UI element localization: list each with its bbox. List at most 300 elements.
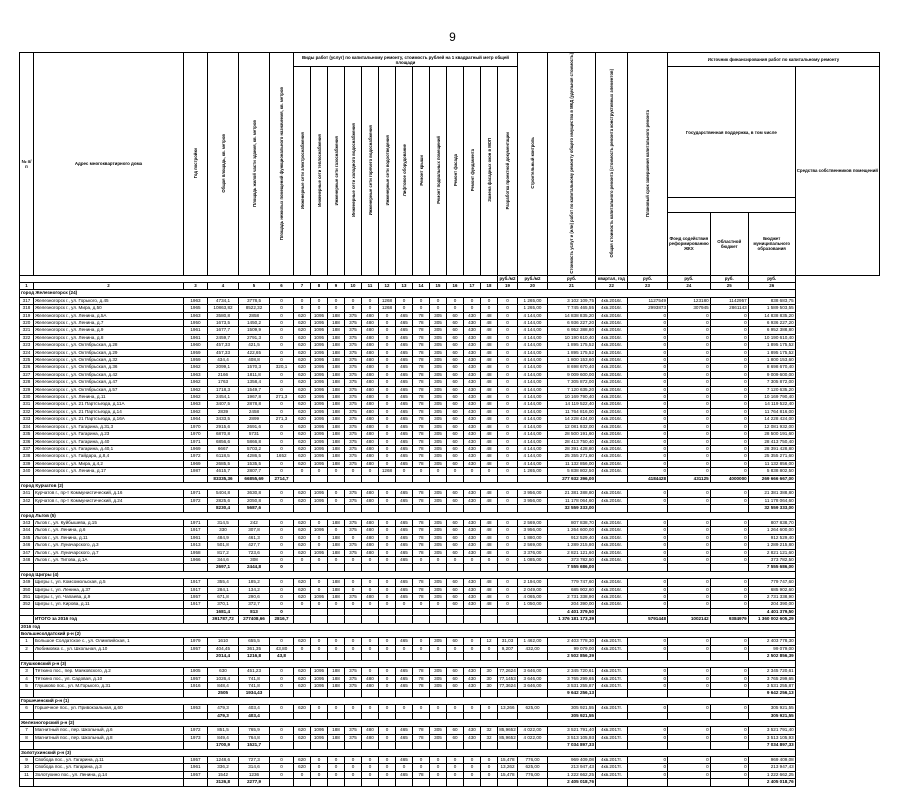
table-cell: 305 xyxy=(430,334,447,341)
table-cell: 0 xyxy=(311,764,328,771)
table-cell: 430 xyxy=(464,320,481,327)
table-cell: Магнитный пос., пер. Школьный, д.8 xyxy=(34,734,184,741)
table-cell: Железногорск г., ул. Ленина, д.17 xyxy=(34,468,184,475)
table-cell xyxy=(518,742,548,749)
table-cell: 0 xyxy=(668,408,711,415)
table-cell: 305 xyxy=(430,734,447,741)
unit-22: квартал, год xyxy=(596,275,628,282)
table-cell: 0 xyxy=(270,534,294,541)
table-cell: 1450,2 xyxy=(239,320,270,327)
table-cell: 10 xyxy=(20,764,34,771)
table-cell: 305 xyxy=(430,431,447,438)
table-row xyxy=(20,497,880,504)
table-cell: 4 144,00 xyxy=(518,416,548,423)
table-cell: 620 xyxy=(294,386,311,393)
table-cell: 78 xyxy=(413,327,430,334)
table-cell: 305 xyxy=(430,453,447,460)
table-cell: 305 xyxy=(430,364,447,371)
table-cell: 375 xyxy=(345,490,362,497)
table-cell: 0 xyxy=(710,490,748,497)
table-cell: 465 xyxy=(396,445,413,452)
table-cell: 30 xyxy=(481,668,498,675)
column-number: 19 xyxy=(498,282,518,289)
table-cell: 620 xyxy=(294,638,311,645)
table-cell: 0 xyxy=(628,453,668,460)
table-cell: 10 190 610,40 xyxy=(748,334,795,341)
table-cell: 60 xyxy=(447,431,464,438)
table-cell: 0 xyxy=(379,579,396,586)
table-cell xyxy=(447,779,464,786)
table-cell: 1905 xyxy=(184,668,208,675)
table-cell: 1973 xyxy=(184,734,208,741)
table-cell: 2458 xyxy=(239,408,270,415)
table-cell: 779 747,60 xyxy=(748,579,795,586)
table-cell: 465 xyxy=(396,527,413,534)
table-cell: 28 413 750,40 xyxy=(548,438,596,445)
table-cell: 14 228 424,00 xyxy=(748,416,795,423)
table-cell: 2858 xyxy=(239,312,270,319)
table-cell: 0 xyxy=(498,327,518,334)
table-cell: 48 xyxy=(481,342,498,349)
table-cell: 48 xyxy=(481,334,498,341)
group-label: Глушковский р-н (3) xyxy=(20,660,796,667)
table-cell: 60 xyxy=(447,408,464,415)
table-cell: 671,8 xyxy=(208,594,239,601)
table-cell: 0 xyxy=(710,527,748,534)
table-cell: 0 xyxy=(481,756,498,763)
table-cell: 305 xyxy=(430,379,447,386)
table-cell: 1962 xyxy=(184,408,208,415)
table-cell: 60 xyxy=(447,519,464,526)
table-cell: 0 xyxy=(668,734,711,741)
table-cell: 0 xyxy=(710,364,748,371)
table-cell: 0 xyxy=(464,645,481,652)
table-cell: 0 xyxy=(379,438,396,445)
table-cell: 78 xyxy=(413,423,430,430)
table-cell: 0 xyxy=(628,394,668,401)
table-cell: 3 646,00 xyxy=(518,682,548,689)
table-cell xyxy=(311,742,328,749)
table-cell: 1095 xyxy=(311,734,328,741)
table-cell: 5404,8 xyxy=(208,490,239,497)
table-cell xyxy=(498,742,518,749)
table-cell: 3 646,00 xyxy=(518,668,548,675)
table-cell xyxy=(464,779,481,786)
table-cell: 78 xyxy=(413,371,430,378)
table-cell: 4 144,00 xyxy=(518,334,548,341)
table-cell: 25 355 271,60 xyxy=(748,453,795,460)
table-cell: 271,3 xyxy=(270,416,294,423)
group-row xyxy=(20,660,880,667)
table-cell: 1964 xyxy=(184,416,208,423)
table-cell xyxy=(498,690,518,697)
table-cell: 4286,5 xyxy=(239,453,270,460)
table-cell: 0 xyxy=(270,734,294,741)
table-cell: 1971 xyxy=(184,490,208,497)
table-cell: 6 952 388,80 xyxy=(748,327,795,334)
table-cell: 434,4 xyxy=(208,357,239,364)
table-cell xyxy=(413,505,430,512)
table-cell: 1095 xyxy=(311,527,328,534)
column-number: 25 xyxy=(710,282,748,289)
table-cell xyxy=(20,690,34,697)
table-cell xyxy=(413,690,430,697)
table-cell: 21 381 388,80 xyxy=(748,490,795,497)
table-cell: 375 xyxy=(345,320,362,327)
table-cell: 0 xyxy=(668,438,711,445)
table-cell: 15,478 xyxy=(498,771,518,778)
table-cell: 32 559 333,00 xyxy=(548,505,596,512)
table-cell: 620 xyxy=(294,497,311,504)
table-cell: 2 821 121,60 xyxy=(748,549,795,556)
table-cell xyxy=(498,616,518,623)
table-cell: 188 xyxy=(328,408,345,415)
table-cell: 375 xyxy=(345,394,362,401)
table-cell xyxy=(481,475,498,482)
table-cell: 5731 xyxy=(239,431,270,438)
table-cell xyxy=(464,475,481,482)
table-cell xyxy=(596,475,628,482)
table-cell: 0 xyxy=(464,305,481,312)
table-cell: 0 xyxy=(710,394,748,401)
header-work-5: Инженерные сети горячего водоснабжения xyxy=(362,67,379,276)
table-cell: 0 xyxy=(668,468,711,475)
table-cell: 9,207 xyxy=(498,645,518,652)
table-cell: 0 xyxy=(498,431,518,438)
table-cell: 326 xyxy=(20,364,34,371)
table-cell: 13,262 xyxy=(498,764,518,771)
table-cell: 480 xyxy=(362,342,379,349)
table-cell: 0 xyxy=(362,586,379,593)
table-cell: 0 xyxy=(413,705,430,712)
table-cell: 4кв.2016г. xyxy=(596,497,628,504)
table-cell: 9 009 600,00 xyxy=(548,371,596,378)
group-label: Золотухинский р-н (3) xyxy=(20,749,796,756)
table-cell: 60 xyxy=(447,357,464,364)
table-cell: 330 xyxy=(208,527,239,534)
subtotal-row xyxy=(20,742,880,749)
table-cell: 2 194,00 xyxy=(518,579,548,586)
table-cell: 0 xyxy=(710,586,748,593)
table-cell xyxy=(184,564,208,571)
table-row xyxy=(20,431,880,438)
table-cell: 348 xyxy=(20,557,34,564)
table-cell: 188 xyxy=(328,460,345,467)
table-cell: 1 050,00 xyxy=(518,601,548,608)
table-cell: 465 xyxy=(396,438,413,445)
table-cell: 1 895 175,52 xyxy=(748,349,795,356)
table-cell: 78 xyxy=(413,527,430,534)
table-cell: 0 xyxy=(328,645,345,652)
header-living-area: Площадь жилой части здания, кв. метров xyxy=(239,53,270,276)
table-cell: 188 xyxy=(328,727,345,734)
table-cell: 4кв.2017г. xyxy=(596,727,628,734)
table-cell: 1095 xyxy=(311,379,328,386)
table-cell: 480 xyxy=(362,320,379,327)
table-cell: 0 xyxy=(379,342,396,349)
table-cell: 1095 xyxy=(311,416,328,423)
table-cell: 4кв.2016г. xyxy=(596,557,628,564)
table-cell: 0 xyxy=(710,764,748,771)
table-cell: 1248,6 xyxy=(208,756,239,763)
table-cell xyxy=(328,608,345,615)
table-cell: 0 xyxy=(668,771,711,778)
table-cell: 807 838,70 xyxy=(748,519,795,526)
table-cell: 0 xyxy=(628,490,668,497)
table-cell xyxy=(481,608,498,615)
table-cell xyxy=(20,742,34,749)
table-cell: 1972 xyxy=(184,727,208,734)
table-cell: 0 xyxy=(668,379,711,386)
table-cell xyxy=(628,712,668,719)
table-cell: 1 589 503,55 xyxy=(748,305,795,312)
group-row xyxy=(20,482,880,489)
table-cell: 305 xyxy=(430,594,447,601)
table-cell: 48 xyxy=(481,534,498,541)
table-cell: 188 xyxy=(328,423,345,430)
table-cell: 4кв.2016г. xyxy=(596,320,628,327)
table-cell: 0 xyxy=(481,764,498,771)
table-cell: 0 xyxy=(270,297,294,304)
table-cell: 0 xyxy=(710,445,748,452)
table-cell xyxy=(481,505,498,512)
table-cell: 1971 xyxy=(184,519,208,526)
column-number: 4 xyxy=(208,282,239,289)
table-cell: 427,7 xyxy=(239,542,270,549)
table-cell: 0 xyxy=(345,579,362,586)
table-cell: 204 390,00 xyxy=(548,601,596,608)
table-cell: 1917 xyxy=(184,586,208,593)
table-cell: 430 xyxy=(464,394,481,401)
table-cell: 305 xyxy=(430,682,447,689)
table-cell: 78 xyxy=(413,519,430,526)
table-cell: 1535,5 xyxy=(239,460,270,467)
table-cell: 349 xyxy=(20,579,34,586)
table-cell: 620 xyxy=(294,460,311,467)
table-cell: Железногорск г., ул. Октябрьская, д.47 xyxy=(34,379,184,386)
table-cell: Щигры г., ул. Чапаева, д.9 xyxy=(34,594,184,601)
table-cell: 2 405 018,76 xyxy=(548,779,596,786)
table-cell xyxy=(311,564,328,571)
table-cell xyxy=(710,779,748,786)
column-number: 14 xyxy=(413,282,430,289)
table-cell xyxy=(464,653,481,660)
table-cell: 1127549 xyxy=(628,297,668,304)
table-cell: 1095 xyxy=(311,431,328,438)
table-cell: 4кв.2016г. xyxy=(596,468,628,475)
table-cell: 465 xyxy=(396,371,413,378)
header-nonres-area: Площадь нежилых помещений функционального назначения, кв. метров xyxy=(270,53,294,276)
table-row xyxy=(20,490,880,497)
table-cell: 9 xyxy=(20,756,34,763)
table-cell: 0 xyxy=(270,608,294,615)
table-cell: 430 xyxy=(464,453,481,460)
table-cell: 620 xyxy=(294,727,311,734)
header-year: Год постройки xyxy=(184,53,208,276)
table-cell: 430 xyxy=(464,438,481,445)
table-cell: 0 xyxy=(379,401,396,408)
table-cell: 2861143 xyxy=(710,305,748,312)
table-cell: 1268 xyxy=(379,305,396,312)
table-cell: 343 xyxy=(20,519,34,526)
table-cell xyxy=(34,564,184,571)
table-cell xyxy=(628,505,668,512)
table-cell: 0 xyxy=(270,594,294,601)
table-cell: 4кв.2016г. xyxy=(596,594,628,601)
table-cell: 185,2 xyxy=(239,579,270,586)
table-cell: 10863,82 xyxy=(208,305,239,312)
table-cell: 813 xyxy=(239,608,270,615)
table-cell: 5866,8 xyxy=(239,438,270,445)
table-cell: 0 xyxy=(396,305,413,312)
table-cell: 0 xyxy=(668,675,711,682)
table-cell: 2697,1 xyxy=(208,564,239,571)
table-cell xyxy=(34,653,184,660)
table-cell: 78 xyxy=(413,771,430,778)
table-cell: 1 289 215,80 xyxy=(748,542,795,549)
table-cell: 0 xyxy=(379,371,396,378)
table-cell: Тёткино пос., ул. Садовая, д.10 xyxy=(34,675,184,682)
table-row xyxy=(20,416,880,423)
table-cell: 4кв.2016г. xyxy=(596,445,628,452)
table-cell xyxy=(345,616,362,623)
table-cell xyxy=(311,505,328,512)
table-row xyxy=(20,586,880,593)
table-cell: 48 xyxy=(481,364,498,371)
table-cell: 0 xyxy=(413,557,430,564)
table-cell: 0 xyxy=(498,453,518,460)
table-cell: 741,8 xyxy=(239,682,270,689)
table-cell: 0 xyxy=(447,645,464,652)
table-cell: 0 xyxy=(328,490,345,497)
table-cell: 0 xyxy=(668,445,711,452)
table-cell: 0 xyxy=(270,460,294,467)
table-cell xyxy=(362,742,379,749)
table-cell: 341 xyxy=(20,490,34,497)
table-cell: 4 144,00 xyxy=(518,327,548,334)
table-cell: 0 xyxy=(498,416,518,423)
table-cell: 0 xyxy=(345,638,362,645)
table-cell: 305 xyxy=(430,549,447,556)
table-cell: 308 xyxy=(239,557,270,564)
table-cell: 3 646,00 xyxy=(518,675,548,682)
table-cell: 3 765 299,65 xyxy=(548,675,596,682)
table-cell: 1961 xyxy=(184,534,208,541)
table-cell xyxy=(668,653,711,660)
table-cell: 1095 xyxy=(311,594,328,601)
table-cell: 0 xyxy=(710,408,748,415)
table-cell xyxy=(430,653,447,660)
table-cell xyxy=(294,779,311,786)
table-cell: 0 xyxy=(710,371,748,378)
table-row xyxy=(20,675,880,682)
table-cell: 0 xyxy=(498,357,518,364)
table-cell: 0 xyxy=(379,379,396,386)
table-cell: 0 xyxy=(498,497,518,504)
table-cell: 0 xyxy=(270,357,294,364)
table-cell: 0 xyxy=(379,431,396,438)
table-cell: 78 xyxy=(413,334,430,341)
table-cell: 1 265,00 xyxy=(518,297,548,304)
table-cell: 0 xyxy=(413,601,430,608)
table-cell: 375 xyxy=(345,519,362,526)
table-cell: 0 xyxy=(413,468,430,475)
table-cell: 3 956,00 xyxy=(518,490,548,497)
table-cell: 9384979 xyxy=(710,616,748,623)
table-cell xyxy=(379,505,396,512)
table-cell: 60 xyxy=(447,416,464,423)
table-cell: 188 xyxy=(328,327,345,334)
table-cell: 620 xyxy=(294,549,311,556)
table-cell: 0 xyxy=(710,594,748,601)
header-work-1: Инженерные сети электроснабжения xyxy=(294,67,311,276)
table-cell: 480 xyxy=(362,327,379,334)
table-cell: 1961 xyxy=(184,764,208,771)
table-cell xyxy=(498,564,518,571)
table-cell: 14 228 424,00 xyxy=(548,416,596,423)
table-cell: 620 xyxy=(294,579,311,586)
table-cell xyxy=(184,653,208,660)
table-cell xyxy=(498,779,518,786)
table-cell xyxy=(311,712,328,719)
table-cell: 465 xyxy=(396,549,413,556)
table-cell: 1 360 002 605,29 xyxy=(748,616,795,623)
table-cell: 3 513 105,93 xyxy=(548,734,596,741)
table-cell: 0 xyxy=(668,312,711,319)
table-cell: Железногорск г., ул. Ленина, д.9 xyxy=(34,327,184,334)
table-cell: 0 xyxy=(379,394,396,401)
table-cell: 78 xyxy=(413,490,430,497)
table-cell: 4 144,00 xyxy=(518,423,548,430)
table-cell: 188 xyxy=(328,579,345,586)
table-cell: 1 265,00 xyxy=(518,305,548,312)
table-cell: 0 xyxy=(668,364,711,371)
table-cell: 375 xyxy=(345,386,362,393)
table-cell: 0 xyxy=(430,645,447,652)
table-cell: 430 xyxy=(464,601,481,608)
table-cell: 0 xyxy=(379,734,396,741)
table-cell: 0 xyxy=(498,371,518,378)
table-cell: 1095 xyxy=(311,438,328,445)
table-cell: 0 xyxy=(328,705,345,712)
table-cell: 0 xyxy=(710,638,748,645)
table-cell: 48 xyxy=(481,445,498,452)
table-cell: 1963 xyxy=(184,312,208,319)
table-cell: 4кв.2016г. xyxy=(596,297,628,304)
table-cell: 48 xyxy=(481,497,498,504)
group-row xyxy=(20,512,880,519)
table-cell: 0 xyxy=(498,401,518,408)
table-cell xyxy=(328,475,345,482)
table-cell: 48 xyxy=(481,312,498,319)
table-row xyxy=(20,364,880,371)
table-cell: 4кв.2016г. xyxy=(596,379,628,386)
table-cell: 0 xyxy=(498,320,518,327)
unit-21: руб. xyxy=(548,275,596,282)
table-cell: 0 xyxy=(270,445,294,452)
table-cell: 48 xyxy=(481,416,498,423)
table-cell xyxy=(294,564,311,571)
table-cell: 0 xyxy=(379,586,396,593)
table-cell xyxy=(430,742,447,749)
table-cell: 431125 xyxy=(668,475,711,482)
table-cell: 0 xyxy=(270,386,294,393)
table-cell: 3126,8 xyxy=(208,779,239,786)
table-cell: 430 xyxy=(464,460,481,467)
table-cell: 375 xyxy=(345,497,362,504)
table-cell xyxy=(379,779,396,786)
table-cell: Тёткино пос., пер. Маяковского, д.2 xyxy=(34,668,184,675)
